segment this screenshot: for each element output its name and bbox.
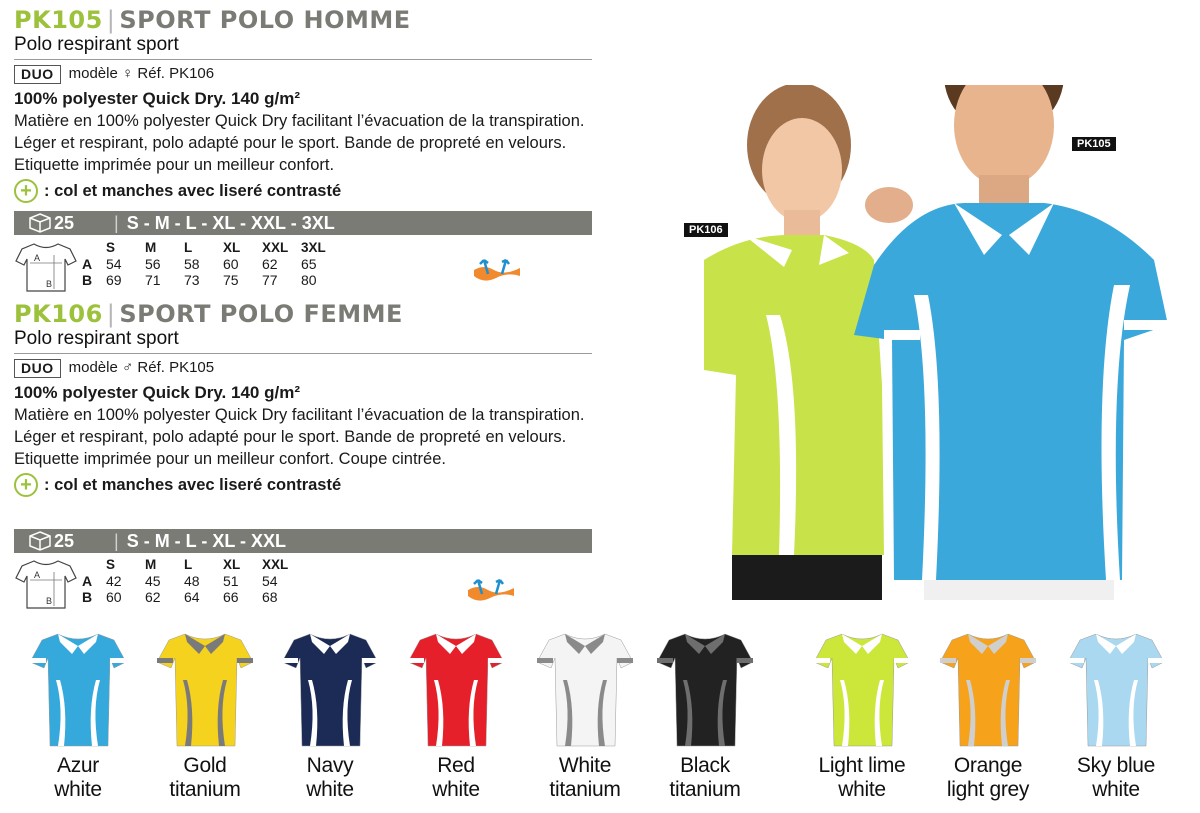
measure-b: 69 xyxy=(106,272,122,288)
svg-text:B: B xyxy=(46,279,53,289)
row-label-b: B xyxy=(82,589,93,605)
polo-shirt-icon xyxy=(938,628,1038,750)
color-name-line1: Red xyxy=(437,754,475,777)
svg-text:B: B xyxy=(46,596,53,606)
color-name xyxy=(396,754,516,802)
breathable-icon xyxy=(472,252,522,282)
measure-b: 80 xyxy=(301,272,317,288)
size-header: XL xyxy=(223,557,241,572)
color-name-line1: Sky blue xyxy=(1076,754,1156,777)
color-name-line2: white xyxy=(432,778,480,801)
duo-badge: DUO xyxy=(14,65,61,84)
measure-b: 71 xyxy=(145,272,161,288)
row-label-a: A xyxy=(82,573,93,589)
size-table-pk106 xyxy=(82,557,301,605)
tshirt-measure-icon xyxy=(14,241,78,295)
product-description: Matière en 100% polyester Quick Dry facilitant l’évacuation de la transpiration. Léger et respirant, polo adapté pour le sport. Bande de propreté en velours. Etiquette imprimée pour un meilleur confort. Coupe cintrée. xyxy=(14,406,585,468)
polo-shirt-icon xyxy=(406,628,506,750)
pack-quantity: 25 xyxy=(54,531,75,551)
measure-b: 73 xyxy=(184,272,200,288)
color-name-line2: titanium xyxy=(669,778,741,801)
size-header: XXL xyxy=(262,557,289,572)
pack-quantity: 25 xyxy=(54,213,75,233)
color-swatch xyxy=(525,628,645,808)
polo-shirt-icon xyxy=(28,628,128,750)
color-name xyxy=(145,754,265,802)
color-name xyxy=(645,754,765,802)
bar-divider: | xyxy=(114,531,119,551)
measure-a: 42 xyxy=(106,573,122,589)
product-name: SPORT POLO HOMME xyxy=(119,6,411,34)
size-range: S - M - L - XL - XXL - 3XL xyxy=(126,213,335,233)
measure-b: 60 xyxy=(106,589,122,605)
size-header: M xyxy=(145,557,157,572)
color-name-line1: Gold xyxy=(183,754,227,777)
size-range: S - M - L - XL - XXL xyxy=(126,531,287,551)
duo-reference: modèle ♂ Réf. PK105 xyxy=(68,359,215,376)
color-name-line2: white xyxy=(54,778,102,801)
title-separator: | xyxy=(106,300,116,328)
tshirt-measure-icon xyxy=(14,558,78,612)
models-illustration xyxy=(684,85,1200,600)
duo-row xyxy=(14,64,592,84)
measure-b: 66 xyxy=(223,589,239,605)
color-name xyxy=(18,754,138,802)
models-photo xyxy=(684,85,1200,600)
color-swatch xyxy=(645,628,765,808)
color-name-line1: Orange xyxy=(953,754,1023,777)
duo-row xyxy=(14,358,592,378)
svg-text:A: A xyxy=(34,570,41,580)
size-header: XL xyxy=(223,240,241,255)
size-header: S xyxy=(106,240,116,255)
color-swatch xyxy=(18,628,138,808)
color-name-line1: Azur xyxy=(57,754,99,777)
polo-shirt-icon xyxy=(535,628,635,750)
product-description: Matière en 100% polyester Quick Dry facilitant l’évacuation de la transpiration. Léger et respirant, polo adapté pour le sport. Bande de propreté en velours. Etiquette imprimée pour un meilleur confort. xyxy=(14,112,585,174)
product-title xyxy=(14,6,592,34)
bar-divider: | xyxy=(114,213,119,233)
duo-badge: DUO xyxy=(14,359,61,378)
measure-a: 58 xyxy=(184,256,200,272)
measure-a: 56 xyxy=(145,256,161,272)
product-subtitle: Polo respirant sport xyxy=(14,328,592,354)
feature-text: : col et manches avec liseré contrasté xyxy=(44,476,342,494)
color-swatch xyxy=(396,628,516,808)
color-name-line1: White xyxy=(558,754,612,777)
size-bar xyxy=(14,529,592,553)
tag-pk105: PK105 xyxy=(1072,137,1116,151)
fabric-spec: 100% polyester Quick Dry. 140 g/m² xyxy=(14,89,300,108)
measure-b: 62 xyxy=(145,589,161,605)
polo-shirt-icon xyxy=(655,628,755,750)
feature-text: : col et manches avec liseré contrasté xyxy=(44,182,342,200)
measure-b: 77 xyxy=(262,272,278,288)
size-header: XXL xyxy=(262,240,289,255)
breathable-icon xyxy=(466,572,516,602)
size-header: 3XL xyxy=(301,240,326,255)
color-name-line1: Black xyxy=(680,754,730,777)
row-label-a: A xyxy=(82,256,93,272)
color-swatch xyxy=(270,628,390,808)
product-name: SPORT POLO FEMME xyxy=(119,300,403,328)
measure-a: 62 xyxy=(262,256,278,272)
product-title xyxy=(14,300,592,328)
size-table-pk105 xyxy=(82,240,340,288)
color-name-line2: white xyxy=(306,778,354,801)
color-name-line2: titanium xyxy=(549,778,621,801)
box-icon xyxy=(28,530,52,552)
row-label-b: B xyxy=(82,272,93,288)
duo-reference: modèle ♀ Réf. PK106 xyxy=(68,65,215,82)
product-code: PK106 xyxy=(14,300,103,328)
color-name xyxy=(270,754,390,802)
measure-a: 65 xyxy=(301,256,317,272)
color-name-line2: titanium xyxy=(169,778,241,801)
measure-b: 68 xyxy=(262,589,278,605)
product-pk106 xyxy=(14,300,592,498)
measure-b: 64 xyxy=(184,589,200,605)
size-header: M xyxy=(145,240,157,255)
product-code: PK105 xyxy=(14,6,103,34)
color-name-line2: white xyxy=(838,778,886,801)
measure-a: 51 xyxy=(223,573,239,589)
measure-a: 45 xyxy=(145,573,161,589)
size-header-spacer xyxy=(82,557,106,573)
color-name xyxy=(928,754,1048,802)
color-name-line2: white xyxy=(1092,778,1140,801)
color-swatch xyxy=(928,628,1048,808)
color-name xyxy=(1056,754,1176,802)
size-bar xyxy=(14,211,592,235)
color-name xyxy=(525,754,645,802)
measure-a: 54 xyxy=(262,573,278,589)
measure-a: 60 xyxy=(223,256,239,272)
size-header: L xyxy=(184,557,193,572)
feature-row xyxy=(14,178,592,204)
feature-row xyxy=(14,472,592,498)
color-name-line2: light grey xyxy=(946,778,1030,801)
color-swatch xyxy=(802,628,922,808)
color-swatch xyxy=(145,628,265,808)
polo-shirt-icon xyxy=(1066,628,1166,750)
polo-shirt-icon xyxy=(280,628,380,750)
measure-b: 75 xyxy=(223,272,239,288)
size-header: L xyxy=(184,240,193,255)
box-icon xyxy=(28,212,52,234)
svg-text:A: A xyxy=(34,253,41,263)
color-name-line1: Light lime xyxy=(818,754,906,777)
tag-pk106: PK106 xyxy=(684,223,728,237)
measure-a: 48 xyxy=(184,573,200,589)
title-separator: | xyxy=(106,6,116,34)
plus-icon: + xyxy=(14,179,38,203)
size-header-spacer xyxy=(82,240,106,256)
color-swatch xyxy=(1056,628,1176,808)
color-name-line1: Navy xyxy=(306,754,354,777)
color-name xyxy=(802,754,922,802)
plus-icon: + xyxy=(14,473,38,497)
product-subtitle: Polo respirant sport xyxy=(14,34,592,60)
polo-shirt-icon xyxy=(812,628,912,750)
fabric-spec: 100% polyester Quick Dry. 140 g/m² xyxy=(14,383,300,402)
product-pk105 xyxy=(14,6,592,204)
polo-shirt-icon xyxy=(155,628,255,750)
measure-a: 54 xyxy=(106,256,122,272)
size-header: S xyxy=(106,557,116,572)
